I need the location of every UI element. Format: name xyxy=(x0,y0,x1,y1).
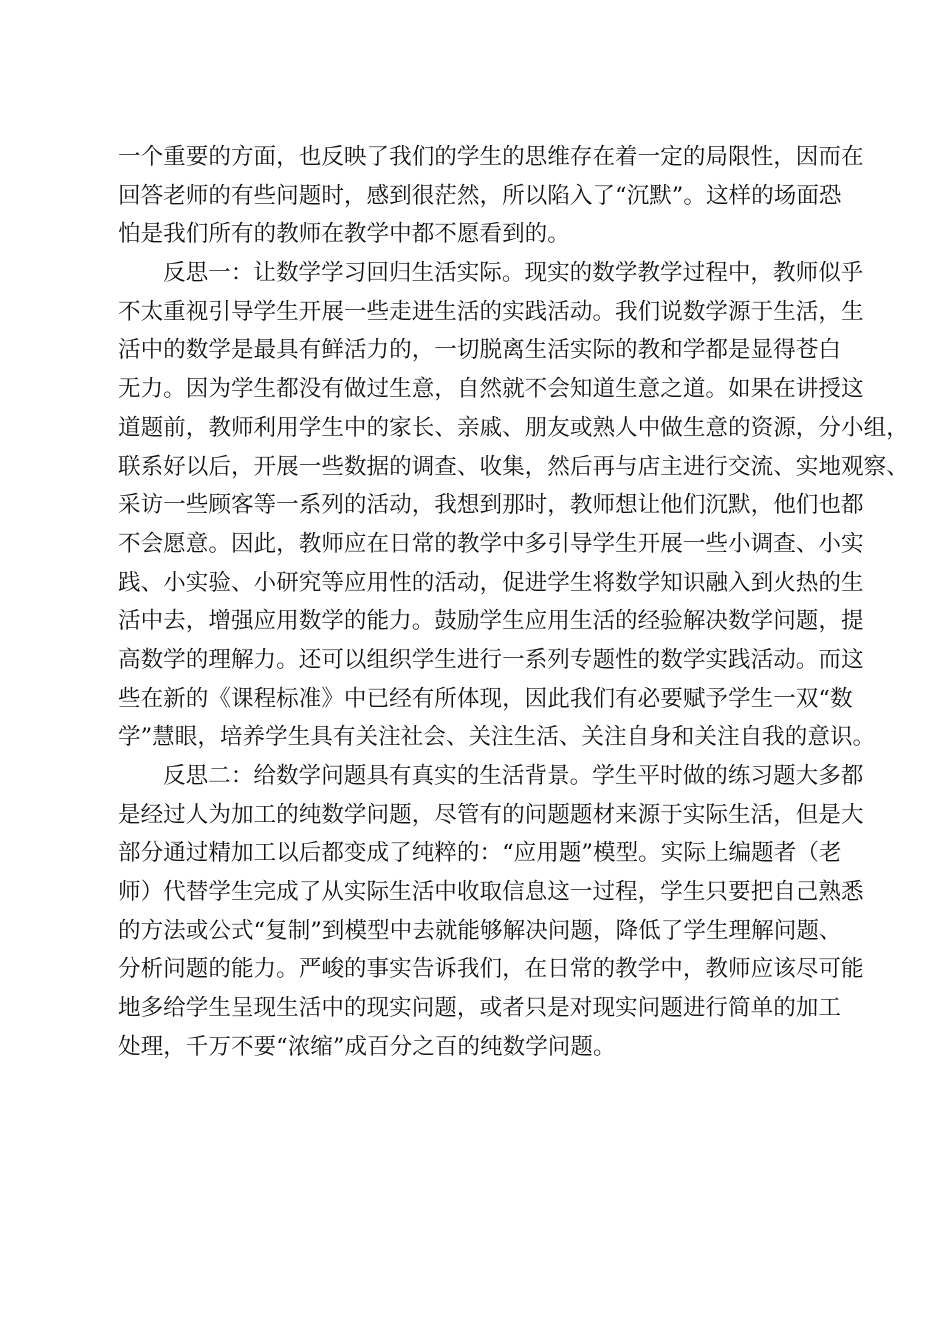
text-line: 部分通过精加工以后都变成了纯粹的：“应用题”模型。实际上编题者（老 xyxy=(118,840,842,867)
body-text xyxy=(118,138,909,1067)
text-line: 一个重要的方面，也反映了我们的学生的思维存在着一定的局限性，因而在 xyxy=(118,144,864,170)
text-line: 回答老师的有些问题时，感到很茫然，所以陷入了“沉默”。这样的场面恐 xyxy=(118,182,842,209)
text-line: 践、小实验、小研究等应用性的活动，促进学生将数学知识融入到火热的生 xyxy=(118,569,864,596)
text-line: 采访一些顾客等一系列的活动，我想到那时，教师想让他们沉默，他们也都 xyxy=(118,492,864,519)
text-line: 无力。因为学生都没有做过生意，自然就不会知道生意之道。如果在讲授这 xyxy=(118,376,864,403)
text-line: 处理，千万不要“浓缩”成百分之百的纯数学问题。 xyxy=(118,1033,616,1060)
text-line: 的方法或公式“复制”到模型中去就能够解决问题，降低了学生理解问题、 xyxy=(118,917,842,944)
text-line: 学”慧眼，培养学生具有关注社会、关注生活、关注自身和关注自我的意识。 xyxy=(118,724,876,751)
paragraph-first-line: 反思二：给数学问题具有真实的生活背景。学生平时做的练习题大多都 xyxy=(163,763,864,789)
text-line: 是经过人为加工的纯数学问题，尽管有的问题题材来源于实际生活，但是大 xyxy=(118,801,864,828)
paragraph-first-line: 反思一：让数学学习回归生活实际。现实的数学教学过程中，教师似乎 xyxy=(163,260,864,287)
text-line: 地多给学生呈现生活中的现实问题，或者只是对现实问题进行简单的加工 xyxy=(118,995,841,1022)
text-line: 师）代替学生完成了从实际生活中收取信息这一过程，学生只要把自己熟悉 xyxy=(118,879,864,906)
text-line: 活中的数学是最具有鲜活力的，一切脱离生活实际的教和学都是显得苍白 xyxy=(118,337,841,364)
text-line: 道题前，教师利用学生中的家长、亲戚、朋友或熟人中做生意的资源，分小组， xyxy=(118,414,909,441)
text-line: 怕是我们所有的教师在教学中都不愿看到的。 xyxy=(118,221,570,248)
text-line: 些在新的《课程标准》中已经有所体现，因此我们有必要赋予学生一双“数 xyxy=(118,685,853,712)
text-line: 联系好以后，开展一些数据的调查、收集，然后再与店主进行交流、实地观察、 xyxy=(118,453,909,480)
text-line: 分析问题的能力。严峻的事实告诉我们，在日常的教学中，教师应该尽可能 xyxy=(118,956,864,983)
text-line: 不太重视引导学生开展一些走进生活的实践活动。我们说数学源于生活，生 xyxy=(118,298,864,325)
text-line: 不会愿意。因此，教师应在日常的教学中多引导学生开展一些小调查、小实 xyxy=(118,530,864,557)
text-line: 高数学的理解力。还可以组织学生进行一系列专题性的数学实践活动。而这 xyxy=(118,646,864,673)
text-line: 活中去，增强应用数学的能力。鼓励学生应用生活的经验解决数学问题，提 xyxy=(118,608,864,635)
